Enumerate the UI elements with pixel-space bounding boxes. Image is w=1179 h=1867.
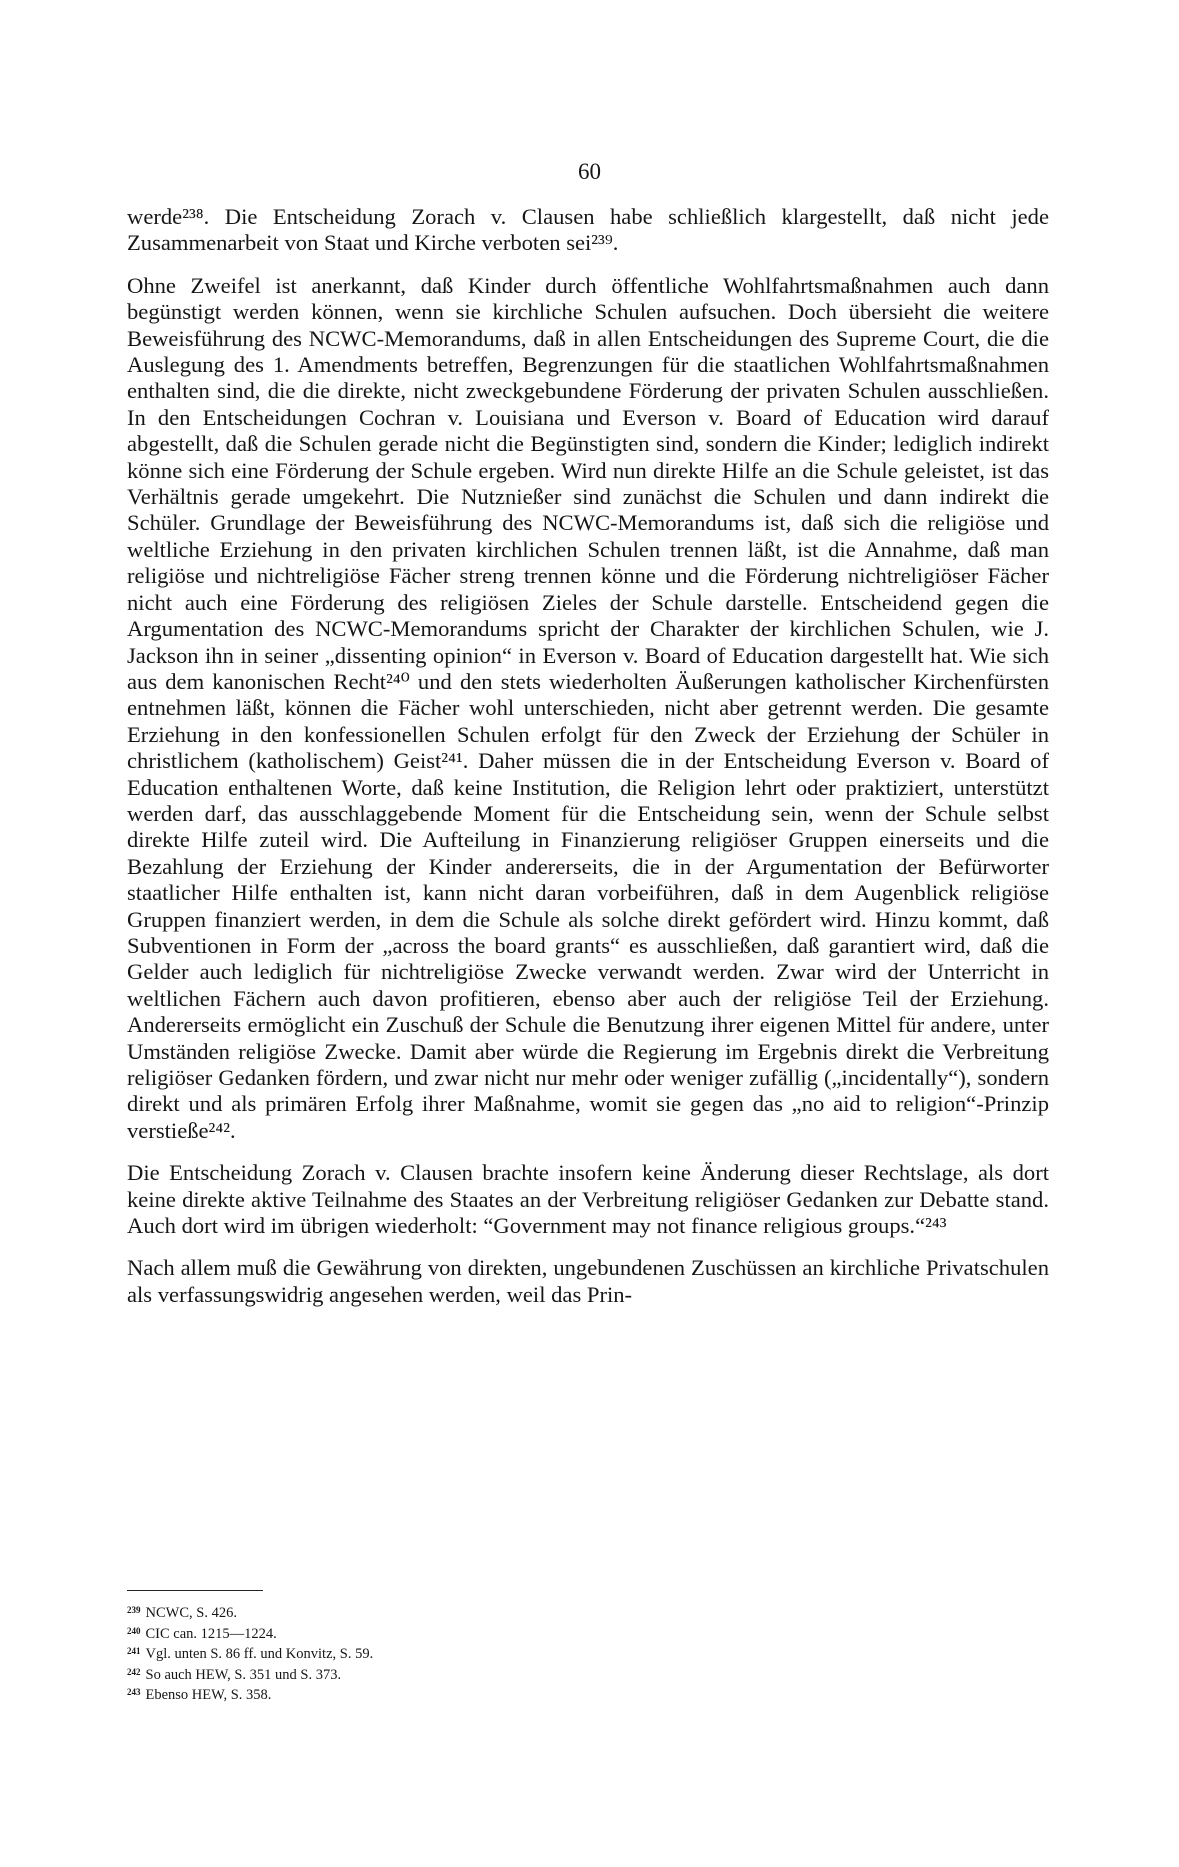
footnotes	[127, 1602, 727, 1705]
footnote-number: 243	[127, 1687, 141, 1697]
footnote-number: 242	[127, 1666, 141, 1677]
footnote	[127, 1664, 727, 1685]
footnote-text: Ebenso HEW, S. 358.	[145, 1687, 272, 1703]
footnote	[127, 1643, 727, 1664]
page-number: 60	[578, 159, 601, 184]
paragraph-4: Nach allem muß die Gewährung von direkten, ungebundenen Zuschüssen an kirchliche Privatschulen als verfassungswidrig angesehen werden, weil das Prin-	[127, 1255, 1049, 1307]
paragraph-1: werde²³⁸. Die Entscheidung Zorach v. Clausen habe schließlich klargestellt, daß nicht jede Zusammenarbeit von Staat und Kirche verboten sei²³⁹.	[127, 204, 1049, 256]
footnote-text: CIC can. 1215—1224.	[145, 1625, 277, 1642]
footnote-text: NCWC, S. 426.	[145, 1605, 237, 1621]
body-text	[127, 204, 1049, 1308]
footnote-text: Vgl. unten S. 86 ff. und Konvitz, S. 59.	[145, 1646, 374, 1662]
footnote-number: 240	[127, 1625, 141, 1636]
footnote	[127, 1602, 727, 1623]
footnote-text: So auch HEW, S. 351 und S. 373.	[145, 1666, 342, 1683]
footnote	[127, 1623, 727, 1644]
footnote-separator	[127, 1590, 263, 1591]
footnote-number: 239	[127, 1605, 141, 1615]
footnote-number: 241	[127, 1646, 141, 1656]
paragraph-2: Ohne Zweifel ist anerkannt, daß Kinder durch öffentliche Wohlfahrtsmaßnahmen auch dann begünstigt werden können, wenn sie kirchliche Schulen aufsuchen. Doch übersieht die weitere Beweisführung des NCWC-Memorandums, daß in allen Entscheidungen des Supreme Court, die die Auslegung des 1. Amendments betreffen, Begrenzungen für die staatlichen Wohlfahrtsmaßnahmen enthalten sind, die die direkte, nicht zweckgebundene Förderung der privaten Schulen ausschließen. In den Entscheidungen Cochran v. Louisiana und Everson v. Board of Education wird darauf abgestellt, daß die Schulen gerade nicht die Begünstigten sind, sondern die Kinder; lediglich indirekt könne sich eine Förderung der Schule ergeben. Wird nun direkte Hilfe an die Schule geleistet, ist das Verhältnis gerade umgekehrt. Die Nutznießer sind zunächst die Schulen und dann indirekt die Schüler. Grundlage der Beweisführung des NCWC-Memorandums ist, daß sich die religiöse und weltliche Erziehung in den privaten kirchlichen Schulen trennen läßt, ist die Annahme, daß man religiöse und nichtreligiöse Fächer streng trennen könne und die Förderung nichtreligiöser Fächer nicht auch eine Förderung des religiösen Zieles der Schule darstelle. Entscheidend gegen die Argumentation des NCWC-Memorandums spricht der Charakter der kirchlichen Schulen, wie J. Jackson ihn in seiner „dissenting opinion“ in Everson v. Board of Education dargestellt hat. Wie sich aus dem kanonischen Recht²⁴⁰ und den stets wiederholten Äußerungen katholischer Kirchenfürsten entnehmen läßt, können die Fächer wohl unterschieden, nicht aber getrennt werden. Die gesamte Erziehung in den konfessionellen Schulen erfolgt für den Zweck der Erziehung der Schüler in christlichem (katholischem) Geist²⁴¹. Daher müssen die in der Entscheidung Everson v. Board of Education enthaltenen Worte, daß keine Institution, die Religion lehrt oder praktiziert, unterstützt werden darf, das ausschlaggebende Moment für die Entscheidung sein, wenn der Schule selbst direkte Hilfe zuteil wird. Die Aufteilung in Finanzierung religiöser Gruppen einerseits und die Bezahlung der Erziehung der Kinder andererseits, die in der Argumentation der Befürworter staatlicher Hilfe enthalten ist, kann nicht daran vorbeiführen, daß in dem Augenblick religiöse Gruppen finanziert werden, in dem die Schule als solche direkt gefördert wird. Hinzu kommt, daß Subventionen in Form der „across the board grants“ es ausschließen, daß garantiert wird, daß die Gelder auch lediglich für nichtreligiöse Zwecke verwandt werden. Zwar wird der Unterricht in weltlichen Fächern auch davon profitieren, ebenso aber auch der religiöse Teil der Erziehung. Andererseits ermöglicht ein Zuschuß der Schule die Benutzung ihrer eigenen Mittel für andere, unter Umständen religiöse Zwecke. Damit aber würde die Regierung im Ergebnis direkt die Verbreitung religiöser Gedanken fördern, und zwar nicht nur mehr oder weniger zufällig („incidentally“), sondern direkt und als primären Erfolg ihrer Maßnahme, womit sie gegen das „no aid to religion“-Prinzip verstieße²⁴².	[127, 272, 1049, 1143]
footnote	[127, 1684, 727, 1705]
paragraph-3: Die Entscheidung Zorach v. Clausen brachte insofern keine Änderung dieser Rechtslage, als dort keine direkte aktive Teilnahme des Staates an der Verbreitung religiöser Gedanken zur Debatte stand. Auch dort wird im übrigen wiederholt: “Government may not finance religious groups.“²⁴³	[127, 1160, 1049, 1239]
